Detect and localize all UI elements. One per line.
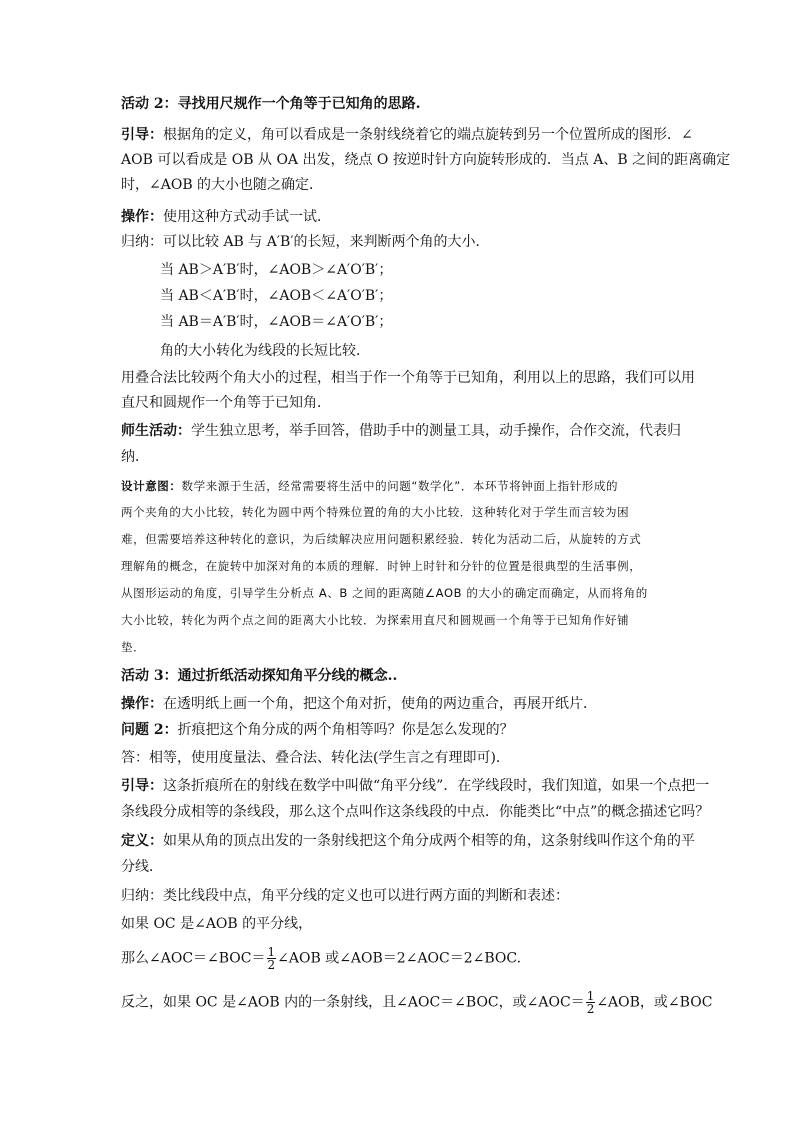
activity3-summary [121,886,569,906]
design-intent-text: 数学来源于生活，经常需要将生活中的问题“数学化”．本环节将钟面上指针形成的 [181,479,619,493]
converse-part-b: ∠AOB，或∠BOC [596,994,713,1011]
converse-statement [121,990,712,1015]
teacher-student-activity-line2: 纳． [121,449,149,465]
activity3-operation-text: 在透明纸上画一个角，把这个角对折，使角的两边重合，再展开纸片． [163,696,597,712]
definition-label: 定义： [121,833,163,849]
guide-text: 根据角的定义，角可以看成是一条射线绕着它的端点旋转到另一个位置所成的图形．∠ [163,127,693,143]
activity2-guide-line1 [121,125,693,145]
design-intent-label: 设计意图： [121,479,182,493]
activity3-summary-text: 类比线段中点，角平分线的定义也可以进行两方面的判断和表述： [163,888,569,904]
design-intent-line4: 理解角的概念，在旋转中加深对角的本质的理解．时钟上时针和分针的位置是很典型的生活事例， [121,559,642,573]
if-statement: 如果 OC 是∠AOB 的平分线， [121,916,313,932]
activity2-guide-line3: 时，∠AOB 的大小也随之确定． [121,177,324,193]
definition-text: 如果从角的顶点出发的一条射线把这个角分成两个相等的角，这条射线叫作这个角的平 [163,833,695,849]
activity2-summary [121,232,490,252]
converse-fraction-denominator: 2 [586,1002,595,1016]
fraction-denominator: 2 [267,958,276,972]
activity3-title: 活动 3：通过折纸活动探知角平分线的概念.. [121,668,398,684]
paragraph-line1: 用叠合法比较两个角大小的过程，相当于作一个角等于已知角，利用以上的思路，我们可以用 [121,370,695,386]
answer: 答：相等，使用度量法、叠合法、转化法(学生言之有理即可)． [121,750,510,766]
operation-label: 操作： [121,209,163,225]
teacher-student-label: 师生活动： [121,423,191,439]
one-half-fraction [267,946,277,971]
design-intent-line6: 大小比较，转化为两个点之间的距离大小比较．为探索用直尺和圆规画一个角等于已知角作好铺 [121,613,630,627]
design-intent-line1 [121,476,618,496]
activity3-guide-line2: 条线段分成相等的条线段，那么这个点叫作这条线段的中点．你能类比“中点”的概念描述它吗？ [121,804,710,820]
converse-fraction-numerator: 1 [586,989,595,1003]
activity3-guide-line1 [121,776,709,796]
definition-line1 [121,831,695,851]
activity2-title: 活动 2：寻找用尺规作一个角等于已知角的思路. [121,96,421,112]
activity3-summary-label: 归纳： [121,888,163,904]
design-intent-line2: 两个夹角的大小比较，转化为圆中两个特殊位置的角的大小比较．这种转化对于学生而言较为困 [121,505,630,519]
question2-text: 折痕把这个角分成的两个角相等吗？你是怎么发现的？ [177,722,514,738]
case-equal: 当 AB＝A′B′时，∠AOB＝∠A′O′B′； [160,314,393,330]
then-statement [121,946,521,971]
guide-label: 引导： [121,127,163,143]
then-part-b: ∠AOB 或∠AOB＝2∠AOC＝2∠BOC. [277,950,522,967]
teacher-student-activity-line1 [121,421,681,441]
design-intent-line7: 垫． [121,640,146,654]
design-intent-line3: 难，但需要培养这种转化的意识，为后续解决应用问题积累经验．转化为活动二后，从旋转的方式 [121,532,642,546]
summary-label: 归纳： [121,234,163,250]
activity2-guide-line2: AOB 可以看成是 OB 从 OA 出发，绕点 O 按逆时针方向旋转形成的．当点 A、B 之间的距离确定 [121,152,731,168]
activity2-operation [121,207,331,227]
teacher-student-text: 学生独立思考，举手回答，借助手中的测量工具，动手操作，合作交流，代表归 [191,423,681,439]
summary-text: 可以比较 AB 与 A′B′的长短，来判断两个角的大小． [163,234,490,250]
operation-text: 使用这种方式动手试一试． [163,209,331,225]
case-less: 当 AB＜A′B′时，∠AOB＜∠A′O′B′； [160,288,393,304]
question2 [121,720,514,740]
activity3-guide-text: 这条折痕所在的射线在数学中叫做“角平分线”．在学线段时，我们知道，如果一个点把一 [163,778,710,794]
case-conclusion: 角的大小转化为线段的长短比较． [160,343,370,359]
activity3-operation-label: 操作： [121,696,163,712]
case-greater: 当 AB＞A′B′时，∠AOB＞∠A′O′B′； [160,262,393,278]
design-intent-line5: 从图形运动的角度，引导学生分析点 A、B 之间的距离随∠AOB 的大小的确定而确定，从而将角的 [121,586,648,600]
converse-one-half-fraction [586,990,596,1015]
then-part-a: 那么∠AOC＝∠BOC＝ [121,950,266,967]
question2-label: 问题 2： [121,722,178,738]
converse-part-a: 反之，如果 OC 是∠AOB 内的一条射线，且∠AOC＝∠BOC，或∠AOC＝ [121,994,585,1011]
definition-line2: 分线． [121,859,163,875]
activity3-guide-label: 引导： [121,778,163,794]
fraction-numerator: 1 [267,945,276,959]
paragraph-line2: 直尺和圆规作一个角等于已知角． [121,395,331,411]
activity3-operation [121,694,597,714]
